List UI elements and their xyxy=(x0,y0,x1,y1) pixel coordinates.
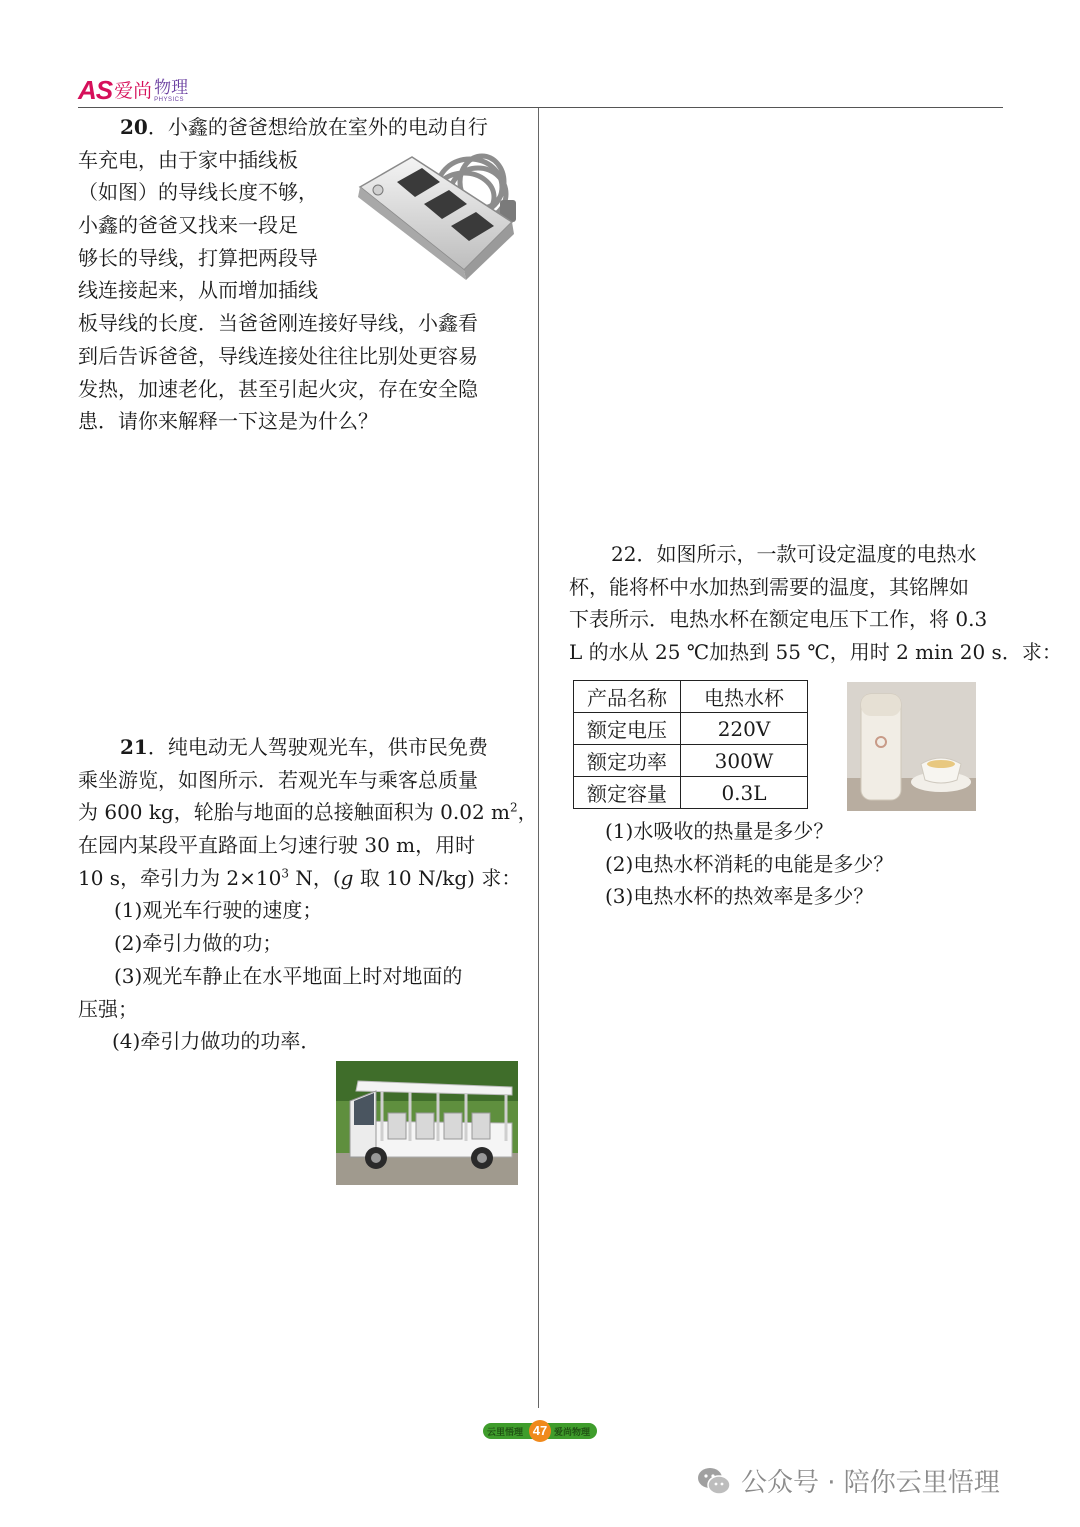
sub-question: (2)牵引力做的功； xyxy=(114,931,283,956)
sub-question: (1)水吸收的热量是多少？ xyxy=(605,819,834,843)
question-22 xyxy=(569,538,1062,669)
text-line: 在园内某段平直路面上匀速行驶 30 m，用时 xyxy=(78,833,476,858)
column-divider xyxy=(538,108,539,1408)
text-line: 够长的导线，打算把两段导 xyxy=(78,245,318,270)
sub-question: (3)电热水杯的热效率是多少？ xyxy=(605,884,874,909)
question-number: 21 xyxy=(120,735,148,759)
text-line: 乘坐游览，如图所示．若观光车与乘客总质量 xyxy=(78,767,478,792)
watermark-text: 公众号 · 陪你云里悟理 xyxy=(741,1468,1000,1498)
logo-subject: 物理 xyxy=(154,78,189,98)
text-line: 患．请你来解释一下这是为什么？ xyxy=(78,409,378,434)
logo-english: PHYSICS xyxy=(154,97,184,103)
nameplate-table xyxy=(573,680,808,809)
question-22-subquestions xyxy=(569,815,1019,913)
sub-question: (1)观光车行驶的速度； xyxy=(114,898,323,923)
badge-right-text: 爱尚物理 xyxy=(554,1428,591,1438)
text-line: 线连接起来，从而增加插线 xyxy=(78,278,318,303)
wechat-watermark xyxy=(697,1462,1000,1499)
sub-question: (2)电热水杯消耗的电能是多少？ xyxy=(605,851,894,876)
table-row: 产品名称 电热水杯 xyxy=(574,681,808,713)
electric-cup-image xyxy=(847,682,976,811)
sub-question: (4)牵引力做功的功率． xyxy=(112,1029,321,1054)
power-strip-image xyxy=(352,142,522,282)
text-line: ．小鑫的爸爸想给放在室外的电动自行 xyxy=(147,115,488,139)
table-row: 额定电压 220V xyxy=(574,713,808,745)
text-line: 发热，加速老化，甚至引起火灾，存在安全隐 xyxy=(78,376,478,401)
table-row: 额定功率 300W xyxy=(574,745,808,777)
text-line: （如图）的导线长度不够， xyxy=(78,180,318,205)
logo-mark: AS xyxy=(78,75,113,105)
header-rule xyxy=(78,107,1003,108)
text-line: 车充电，由于家中插线板 xyxy=(78,147,298,172)
page-number-badge xyxy=(483,1420,597,1442)
text-line: 10 s，牵引力为 $2\times 10^3$ N，(g 取 10 N/kg) 求： xyxy=(78,865,522,890)
question-21 xyxy=(78,731,538,1058)
page-number: 47 xyxy=(532,1423,548,1438)
text-line: 板导线的长度．当爸爸刚连接好导线，小鑫看 xyxy=(78,311,478,336)
sub-question-cont: 压强； xyxy=(78,996,138,1021)
sub-question: (3)观光车静止在水平地面上时对地面的 xyxy=(114,963,463,988)
text-line: ．纯电动无人驾驶观光车，供市民免费 xyxy=(147,735,488,759)
question-number: 20 xyxy=(120,115,148,139)
sightseeing-bus-image xyxy=(336,1061,518,1185)
text-line: 到后告诉爸爸，导线连接处往往比别处更容易 xyxy=(78,343,478,368)
table-row: 额定容量 0.3L xyxy=(574,777,808,809)
badge-left-text: 云里悟理 xyxy=(487,1428,524,1438)
text-line: L 的水从 25 ℃加热到 55 ℃，用时 2 min 20 s．求： xyxy=(569,640,1062,665)
text-line: 为 600 kg，轮胎与地面的总接触面积为 0.02 $m^2$， xyxy=(78,800,538,825)
wechat-icon xyxy=(697,1466,731,1496)
text-line: 小鑫的爸爸又找来一段足 xyxy=(78,213,298,238)
publisher-logo xyxy=(78,76,188,104)
text-line: 22．如图所示，一款可设定温度的电热水 xyxy=(611,542,977,566)
text-line: 杯，能将杯中水加热到需要的温度，其铭牌如 xyxy=(569,574,969,599)
logo-text: 爱尚 xyxy=(114,80,153,102)
text-line: 下表所示．电热水杯在额定电压下工作，将 0.3 xyxy=(569,607,988,632)
